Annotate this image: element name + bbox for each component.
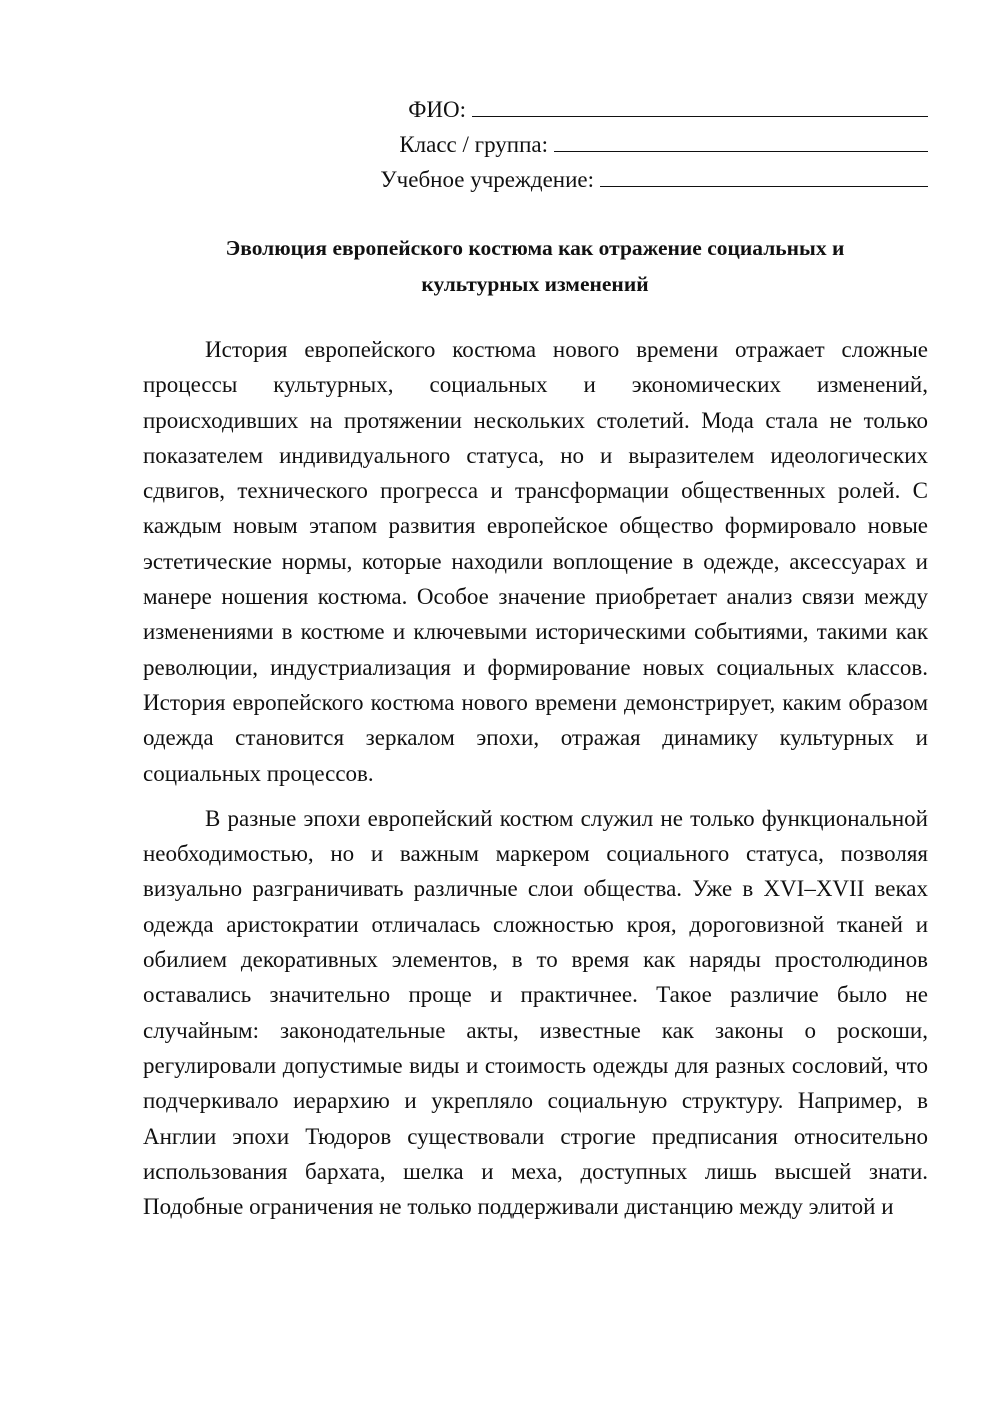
document-title bbox=[140, 230, 930, 302]
paragraph-2: В разные эпохи европейский костюм служил не только функциональной необходимостью, но и важным маркером социального статуса, позволяя визуально разграничивать различные слои общества. Уже в XVI–XVII веках одежда аристократии отличалась сложностью кроя, дороговизной тканей и обилием декоративных элементов, в то время как наряды простолюдинов оставались значительно проще и практичнее. Такое различие было не случайным: законодательные акты, известные как законы о роскоши, регулировали допустимые виды и стоимость одежды для разных сословий, что подчеркивало иерархию и укрепляло социальную структуру. Например, в Англии эпохи Тюдоров существовали строгие предписания относительно использования бархата, шелка и меха, доступных лишь высшей знати. Подобные ограничения не только поддерживали дистанцию между элитой и bbox=[143, 805, 928, 1220]
student-info-form bbox=[328, 92, 928, 197]
institution-label: Учебное учреждение: bbox=[380, 167, 594, 192]
name-label: ФИО: bbox=[408, 97, 466, 122]
class-blank-line[interactable] bbox=[554, 127, 928, 152]
name-blank-line[interactable] bbox=[472, 92, 928, 117]
title-line-2: культурных изменений bbox=[421, 272, 649, 296]
institution-blank-line[interactable] bbox=[600, 162, 928, 187]
title-line-1: Эволюция европейского костюма как отражение социальных и bbox=[225, 236, 845, 260]
name-field-row bbox=[328, 92, 928, 127]
paragraph-1: История европейского костюма нового времени отражает сложные процессы культурных, социальных и экономических изменений, происходивших на протяжении нескольких столетий. Мода стала не только показателем индивидуального статуса, но и выразителем идеологических сдвигов, технического прогресса и трансформации общественных ролей. С каждым новым этапом развития европейское общество формировало новые эстетические нормы, которые находили воплощение в одежде, аксессуарах и манере ношения костюма. Особое значение приобретает анализ связи между изменениями в костюме и ключевыми историческими событиями, такими как революции, индустриализация и формирование новых социальных классов. История европейского костюма нового времени демонстрирует, каким образом одежда становится зеркалом эпохи, отражая динамику культурных и социальных процессов. bbox=[143, 337, 928, 786]
class-label: Класс / группа: bbox=[399, 132, 548, 157]
document-body bbox=[143, 332, 928, 1224]
institution-field-row bbox=[328, 162, 928, 197]
class-field-row bbox=[328, 127, 928, 162]
